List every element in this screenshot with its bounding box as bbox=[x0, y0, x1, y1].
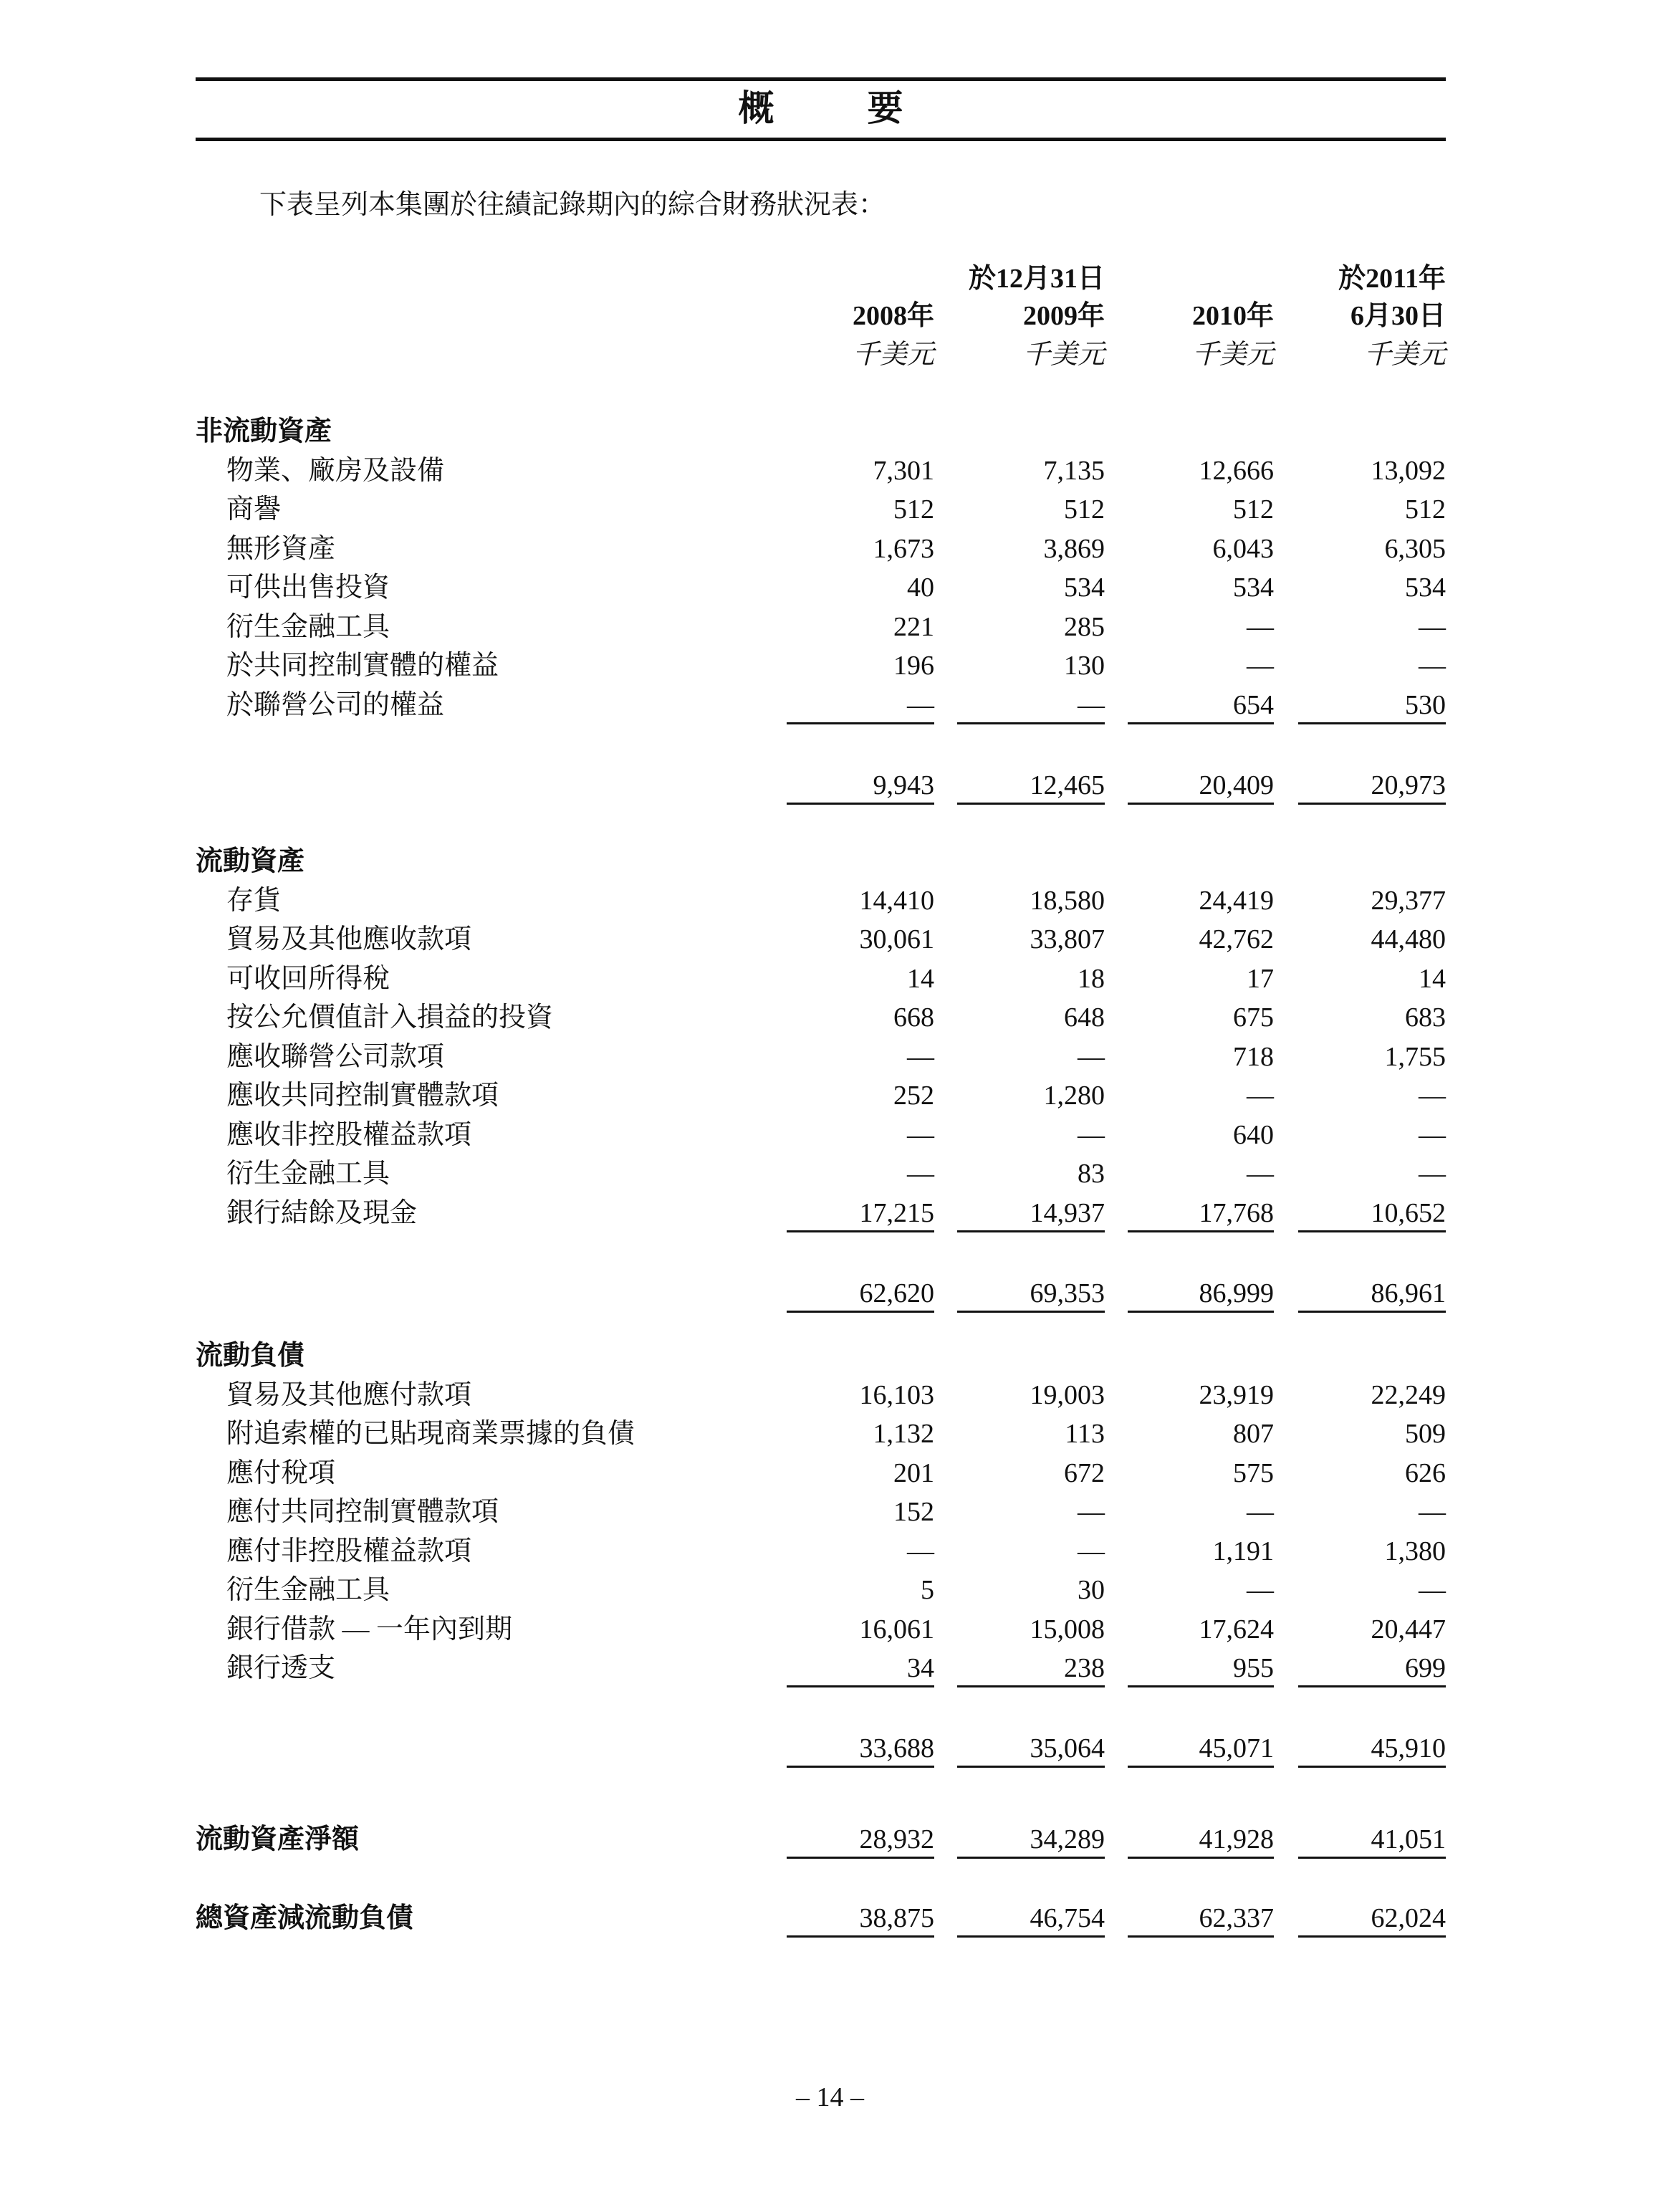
subtotal-rule bbox=[957, 1230, 1105, 1232]
row-label: 存貨 bbox=[226, 885, 282, 916]
cell-value: 512 bbox=[1405, 494, 1446, 525]
table-row bbox=[0, 1194, 1660, 1232]
row-label: 於共同控制實體的權益 bbox=[226, 651, 499, 681]
cell-value: 252 bbox=[893, 1081, 934, 1111]
cell-value: 238 bbox=[1064, 1653, 1105, 1683]
cell-value: — bbox=[907, 1159, 934, 1189]
table-row bbox=[0, 686, 1660, 724]
cell-value: 86,999 bbox=[1199, 1278, 1274, 1308]
subtotal-rule bbox=[787, 722, 934, 724]
total-rule bbox=[1298, 803, 1446, 805]
header-year-2008: 2008年 bbox=[852, 301, 934, 331]
cell-value: — bbox=[1419, 651, 1446, 681]
subtotal-rule bbox=[1298, 1230, 1446, 1232]
table-row bbox=[0, 451, 1660, 490]
cell-value: — bbox=[1247, 651, 1274, 681]
cell-value: 62,024 bbox=[1371, 1903, 1446, 1933]
summary-rule bbox=[957, 1935, 1105, 1938]
table-row bbox=[0, 1610, 1660, 1649]
cell-value: 14 bbox=[907, 963, 934, 994]
cell-value: 44,480 bbox=[1371, 924, 1446, 954]
row-label: 非流動資產 bbox=[196, 416, 332, 446]
cell-value: 201 bbox=[893, 1457, 934, 1488]
cell-value: 530 bbox=[1405, 689, 1446, 720]
cell-value: 34,289 bbox=[1030, 1824, 1105, 1854]
row-label: 於聯營公司的權益 bbox=[226, 689, 445, 720]
row-label: 應付稅項 bbox=[226, 1457, 336, 1488]
cell-value: 20,973 bbox=[1371, 770, 1446, 800]
row-label: 衍生金融工具 bbox=[226, 611, 390, 642]
cell-value: — bbox=[1419, 1119, 1446, 1150]
row-label: 應付共同控制實體款項 bbox=[226, 1497, 499, 1527]
cell-value: 534 bbox=[1405, 573, 1446, 603]
cell-value: 7,301 bbox=[873, 455, 934, 486]
row-label: 流動資產淨額 bbox=[196, 1824, 360, 1854]
cell-value: — bbox=[1078, 1119, 1105, 1150]
cell-value: 672 bbox=[1064, 1457, 1105, 1488]
cell-value: — bbox=[907, 1536, 934, 1566]
title-top-rule bbox=[196, 77, 1446, 81]
intro-text: 下表呈列本集團於往績記錄期內的綜合財務狀況表： bbox=[259, 190, 886, 220]
table-row bbox=[0, 1076, 1660, 1115]
subtotal-rule bbox=[787, 1230, 934, 1232]
cell-value: 86,961 bbox=[1371, 1278, 1446, 1308]
total-rule bbox=[957, 803, 1105, 805]
cell-value: 14,410 bbox=[859, 885, 934, 916]
row-label: 銀行借款 — 一年內到期 bbox=[226, 1614, 513, 1644]
table-row bbox=[0, 1454, 1660, 1493]
cell-value: 6,305 bbox=[1384, 533, 1446, 564]
cell-value: 29,377 bbox=[1371, 885, 1446, 916]
row-label: 貿易及其他應收款項 bbox=[226, 924, 472, 954]
cell-value: 38,875 bbox=[859, 1903, 934, 1933]
table-row bbox=[0, 959, 1660, 998]
header-unit: 千美元 bbox=[1363, 340, 1446, 370]
cell-value: 534 bbox=[1064, 573, 1105, 603]
subtotal-rule bbox=[1298, 1685, 1446, 1687]
cell-value: 15,008 bbox=[1030, 1614, 1105, 1644]
section-total-row bbox=[0, 1729, 1660, 1768]
cell-value: 807 bbox=[1233, 1419, 1274, 1449]
row-label: 附追索權的已貼現商業票據的負債 bbox=[226, 1419, 635, 1449]
cell-value: 196 bbox=[893, 651, 934, 681]
cell-value: 33,807 bbox=[1030, 924, 1105, 954]
table-row bbox=[0, 998, 1660, 1037]
cell-value: — bbox=[1078, 1536, 1105, 1566]
cell-value: 45,071 bbox=[1199, 1733, 1274, 1763]
table-row bbox=[0, 646, 1660, 685]
cell-value: — bbox=[1078, 1041, 1105, 1072]
cell-value: 626 bbox=[1405, 1457, 1446, 1488]
table-row bbox=[0, 1038, 1660, 1076]
total-rule bbox=[787, 1766, 934, 1768]
table-row bbox=[0, 881, 1660, 920]
row-label: 衍生金融工具 bbox=[226, 1159, 390, 1189]
section-heading bbox=[0, 412, 1660, 451]
cell-value: — bbox=[1419, 1159, 1446, 1189]
cell-value: 17,215 bbox=[859, 1197, 934, 1228]
header-latest-line1: 於2011年 bbox=[1338, 264, 1446, 294]
cell-value: 28,932 bbox=[859, 1824, 934, 1854]
cell-value: 16,061 bbox=[859, 1614, 934, 1644]
header-year-2010: 2010年 bbox=[1191, 301, 1274, 331]
row-label: 銀行透支 bbox=[226, 1653, 336, 1683]
subtotal-rule bbox=[787, 1685, 934, 1687]
cell-value: — bbox=[1247, 1159, 1274, 1189]
cell-value: 7,135 bbox=[1043, 455, 1105, 486]
cell-value: 9,943 bbox=[873, 770, 934, 800]
cell-value: 285 bbox=[1064, 611, 1105, 642]
section-heading bbox=[0, 1336, 1660, 1375]
total-rule bbox=[957, 1766, 1105, 1768]
cell-value: 22,249 bbox=[1371, 1379, 1446, 1410]
cell-value: 40 bbox=[907, 573, 934, 603]
subtotal-rule bbox=[1128, 722, 1274, 724]
cell-value: 30 bbox=[1078, 1575, 1105, 1605]
table-row bbox=[0, 920, 1660, 959]
header-year-2009: 2009年 bbox=[1022, 301, 1105, 331]
row-label: 銀行結餘及現金 bbox=[226, 1197, 418, 1228]
cell-value: — bbox=[1419, 1575, 1446, 1605]
cell-value: 18,580 bbox=[1030, 885, 1105, 916]
total-rule bbox=[957, 1311, 1105, 1313]
subtotal-rule bbox=[1298, 722, 1446, 724]
cell-value: 62,337 bbox=[1199, 1903, 1274, 1933]
cell-value: 41,928 bbox=[1199, 1824, 1274, 1854]
cell-value: 16,103 bbox=[859, 1379, 934, 1410]
cell-value: 33,688 bbox=[859, 1733, 934, 1763]
row-label: 可收回所得稅 bbox=[226, 963, 390, 994]
row-label: 流動負債 bbox=[196, 1341, 305, 1371]
cell-value: 534 bbox=[1233, 573, 1274, 603]
row-label: 商譽 bbox=[226, 494, 282, 525]
cell-value: — bbox=[1078, 1497, 1105, 1527]
total-rule bbox=[1128, 803, 1274, 805]
cell-value: 46,754 bbox=[1030, 1903, 1105, 1933]
table-row bbox=[0, 608, 1660, 646]
cell-value: 35,064 bbox=[1030, 1733, 1105, 1763]
cell-value: 34 bbox=[907, 1653, 934, 1683]
section-total-row bbox=[0, 1274, 1660, 1313]
page-number: – 14 – bbox=[796, 2082, 864, 2112]
cell-value: 12,666 bbox=[1199, 455, 1274, 486]
total-rule bbox=[1298, 1311, 1446, 1313]
cell-value: — bbox=[907, 689, 934, 720]
section-heading bbox=[0, 842, 1660, 881]
subtotal-rule bbox=[1128, 1230, 1274, 1232]
cell-value: 30,061 bbox=[859, 924, 934, 954]
cell-value: — bbox=[1419, 611, 1446, 642]
total-rule bbox=[1128, 1766, 1274, 1768]
cell-value: 3,869 bbox=[1043, 533, 1105, 564]
subtotal-rule bbox=[1128, 1685, 1274, 1687]
cell-value: — bbox=[907, 1041, 934, 1072]
header-unit: 千美元 bbox=[1022, 340, 1105, 370]
cell-value: — bbox=[1078, 689, 1105, 720]
cell-value: — bbox=[1247, 1497, 1274, 1527]
table-row bbox=[0, 1532, 1660, 1571]
row-label: 流動資產 bbox=[196, 846, 305, 876]
cell-value: 12,465 bbox=[1030, 770, 1105, 800]
cell-value: 23,919 bbox=[1199, 1379, 1274, 1410]
cell-value: — bbox=[907, 1119, 934, 1150]
table-row bbox=[0, 530, 1660, 568]
cell-value: 20,409 bbox=[1199, 770, 1274, 800]
header-unit: 千美元 bbox=[1191, 340, 1274, 370]
row-label: 應付非控股權益款項 bbox=[226, 1536, 472, 1566]
cell-value: — bbox=[1419, 1497, 1446, 1527]
cell-value: 20,447 bbox=[1371, 1614, 1446, 1644]
cell-value: 512 bbox=[893, 494, 934, 525]
cell-value: 45,910 bbox=[1371, 1733, 1446, 1763]
cell-value: 575 bbox=[1233, 1457, 1274, 1488]
cell-value: 41,051 bbox=[1371, 1824, 1446, 1854]
total-rule bbox=[1128, 1311, 1274, 1313]
cell-value: 152 bbox=[893, 1497, 934, 1527]
cell-value: 17 bbox=[1247, 963, 1274, 994]
table-row bbox=[0, 1493, 1660, 1531]
cell-value: 69,353 bbox=[1030, 1278, 1105, 1308]
cell-value: 654 bbox=[1233, 689, 1274, 720]
table-row bbox=[0, 1571, 1660, 1609]
row-label: 按公允價值計入損益的投資 bbox=[226, 1002, 554, 1033]
row-label: 應收聯營公司款項 bbox=[226, 1041, 445, 1072]
cell-value: 640 bbox=[1233, 1119, 1274, 1150]
cell-value: 512 bbox=[1233, 494, 1274, 525]
row-label: 無形資產 bbox=[226, 533, 336, 564]
table-row bbox=[0, 568, 1660, 607]
cell-value: 13,092 bbox=[1371, 455, 1446, 486]
cell-value: 683 bbox=[1405, 1002, 1446, 1033]
summary-rule bbox=[1128, 1857, 1274, 1859]
cell-value: 17,624 bbox=[1199, 1614, 1274, 1644]
total-rule bbox=[1298, 1766, 1446, 1768]
cell-value: 509 bbox=[1405, 1419, 1446, 1449]
cell-value: 955 bbox=[1233, 1653, 1274, 1683]
table-row bbox=[0, 1154, 1660, 1193]
cell-value: 14,937 bbox=[1030, 1197, 1105, 1228]
cell-value: 699 bbox=[1405, 1653, 1446, 1683]
row-label: 應收非控股權益款項 bbox=[226, 1119, 472, 1150]
summary-rule bbox=[1298, 1935, 1446, 1938]
summary-rule bbox=[787, 1857, 934, 1859]
cell-value: 1,280 bbox=[1043, 1081, 1105, 1111]
summary-rule bbox=[787, 1935, 934, 1938]
cell-value: 1,191 bbox=[1212, 1536, 1274, 1566]
cell-value: 5 bbox=[921, 1575, 934, 1605]
row-label: 衍生金融工具 bbox=[226, 1575, 390, 1605]
cell-value: 42,762 bbox=[1199, 924, 1274, 954]
summary-row bbox=[0, 1899, 1660, 1938]
table-row bbox=[0, 1376, 1660, 1414]
cell-value: 1,132 bbox=[873, 1419, 934, 1449]
summary-row bbox=[0, 1820, 1660, 1859]
cell-value: 24,419 bbox=[1199, 885, 1274, 916]
cell-value: 668 bbox=[893, 1002, 934, 1033]
cell-value: 14 bbox=[1419, 963, 1446, 994]
total-rule bbox=[787, 1311, 934, 1313]
cell-value: — bbox=[1247, 1575, 1274, 1605]
cell-value: 10,652 bbox=[1371, 1197, 1446, 1228]
cell-value: 18 bbox=[1078, 963, 1105, 994]
header-latest-line2: 6月30日 bbox=[1350, 301, 1446, 331]
cell-value: 6,043 bbox=[1212, 533, 1274, 564]
cell-value: — bbox=[1419, 1081, 1446, 1111]
cell-value: 648 bbox=[1064, 1002, 1105, 1033]
cell-value: 675 bbox=[1233, 1002, 1274, 1033]
table-row bbox=[0, 490, 1660, 529]
cell-value: 512 bbox=[1064, 494, 1105, 525]
cell-value: 19,003 bbox=[1030, 1379, 1105, 1410]
row-label: 應收共同控制實體款項 bbox=[226, 1081, 499, 1111]
section-total-row bbox=[0, 766, 1660, 805]
cell-value: 113 bbox=[1065, 1419, 1105, 1449]
row-label: 總資產減流動負債 bbox=[196, 1903, 414, 1933]
subtotal-rule bbox=[957, 1685, 1105, 1687]
cell-value: — bbox=[1247, 1081, 1274, 1111]
cell-value: 17,768 bbox=[1199, 1197, 1274, 1228]
cell-value: 1,673 bbox=[873, 533, 934, 564]
cell-value: 1,380 bbox=[1384, 1536, 1446, 1566]
cell-value: 221 bbox=[893, 611, 934, 642]
table-row bbox=[0, 1414, 1660, 1453]
summary-rule bbox=[1128, 1935, 1274, 1938]
total-rule bbox=[787, 803, 934, 805]
cell-value: — bbox=[1247, 611, 1274, 642]
cell-value: 62,620 bbox=[859, 1278, 934, 1308]
row-label: 可供出售投資 bbox=[226, 573, 390, 603]
cell-value: 1,755 bbox=[1384, 1041, 1446, 1072]
summary-rule bbox=[957, 1857, 1105, 1859]
subtotal-rule bbox=[957, 722, 1105, 724]
title-bottom-rule bbox=[196, 138, 1446, 141]
header-unit: 千美元 bbox=[852, 340, 934, 370]
table-row bbox=[0, 1116, 1660, 1154]
cell-value: 83 bbox=[1078, 1159, 1105, 1189]
summary-rule bbox=[1298, 1857, 1446, 1859]
header-group-label: 於12月31日 bbox=[968, 264, 1105, 294]
row-label: 物業、廠房及設備 bbox=[226, 455, 445, 486]
cell-value: 130 bbox=[1064, 651, 1105, 681]
table-row bbox=[0, 1649, 1660, 1687]
row-label: 貿易及其他應付款項 bbox=[226, 1379, 472, 1410]
cell-value: 718 bbox=[1233, 1041, 1274, 1072]
page-title: 概 要 bbox=[738, 88, 932, 128]
